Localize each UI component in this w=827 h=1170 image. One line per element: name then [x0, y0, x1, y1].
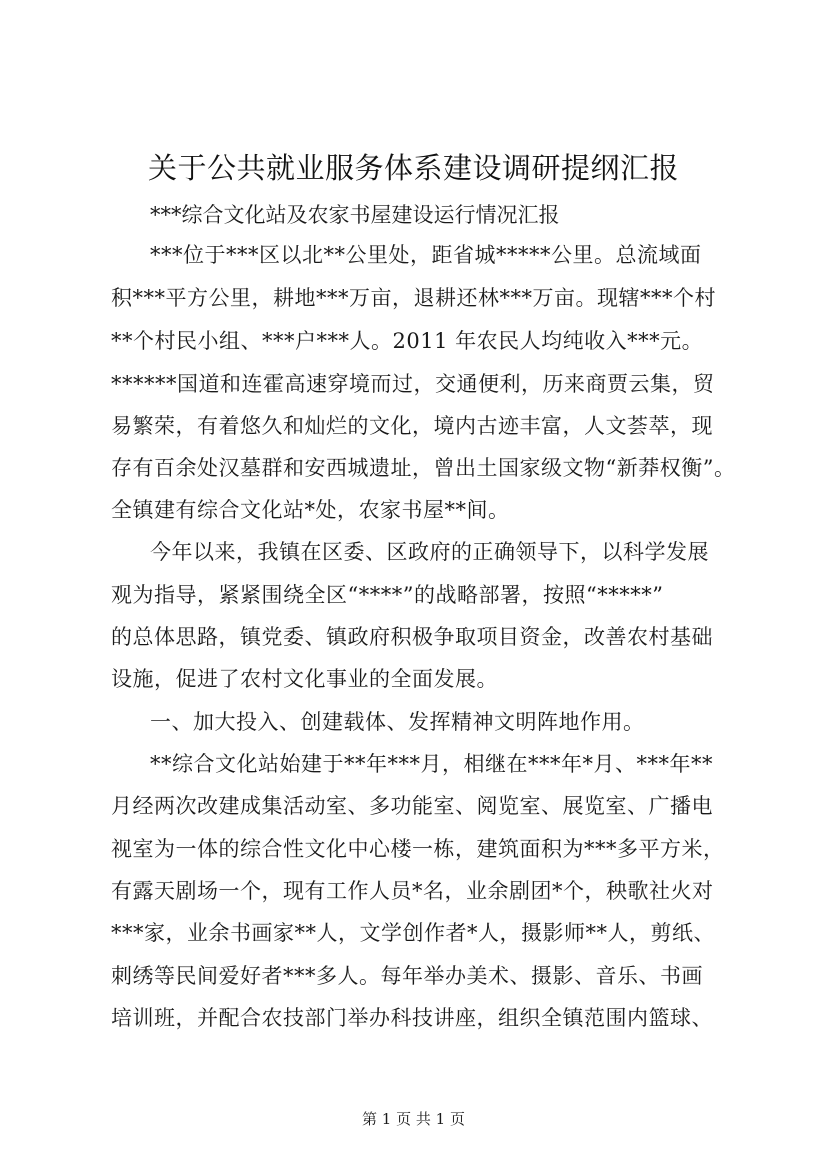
paragraph-line: 设施，促进了农村文化事业的全面发展。	[111, 667, 498, 691]
paragraph-line: ***家，业余书画家**人，文学创作者*人，摄影师**人，剪纸、	[111, 921, 715, 945]
paragraph-line: ******国道和连霍高速穿境而过，交通便利，历来商贾云集，贸	[111, 372, 715, 396]
paragraph-line: 积***平方公里，耕地***万亩，退耕还林***万亩。现辖***个村	[111, 286, 716, 310]
paragraph-line: **综合文化站始建于**年***月，相继在***年*月、***年**	[150, 752, 713, 776]
paragraph-line: 的总体思路，镇党委、镇政府积极争取项目资金，改善农村基础	[111, 625, 713, 649]
paragraph-line: 月经两次改建成集活动室、多功能室、阅览室、展览室、广播电	[111, 794, 713, 818]
paragraph-line: 有露天剧场一个，现有工作人员*名，业余剧团*个，秧歌社火对	[111, 879, 714, 903]
paragraph-line: 观为指导，紧紧围绕全区“****”的战略部署，按照“*****”	[111, 583, 664, 607]
paragraph-line: 全镇建有综合文化站*处，农家书屋**间。	[111, 498, 510, 522]
paragraph-line: 易繁荣，有着悠久和灿烂的文化，境内古迹丰富，人文荟萃，现	[111, 414, 713, 438]
document-title: 关于公共就业服务体系建设调研提纲汇报	[147, 151, 679, 185]
paragraph-line: 今年以来，我镇在区委、区政府的正确领导下，以科学发展	[150, 540, 709, 564]
section-heading: 一、加大投入、创建载体、发挥精神文明阵地作用。	[150, 710, 645, 734]
paragraph-line: 培训班，并配合农技部门举办科技讲座，组织全镇范围内篮球、	[111, 1006, 713, 1030]
page-number-footer: 第 1 页 共 1 页	[362, 1110, 465, 1128]
paragraph-line: 视室为一体的综合性文化中心楼一栋，建筑面积为***多平方米，	[111, 837, 725, 861]
paragraph-line: **个村民小组、***户***人。2011 年农民人均纯收入***元。	[111, 329, 704, 353]
document-subtitle: ***综合文化站及农家书屋建设运行情况汇报	[150, 203, 560, 227]
paragraph-line: 存有百余处汉墓群和安西城遗址，曾出土国家级文物“新莽权衡”。	[111, 456, 736, 480]
paragraph-line: 刺绣等民间爱好者***多人。每年举办美术、摄影、音乐、书画	[111, 964, 703, 988]
paragraph-line: ***位于***区以北**公里处，距省城*****公里。总流域面	[150, 243, 702, 267]
